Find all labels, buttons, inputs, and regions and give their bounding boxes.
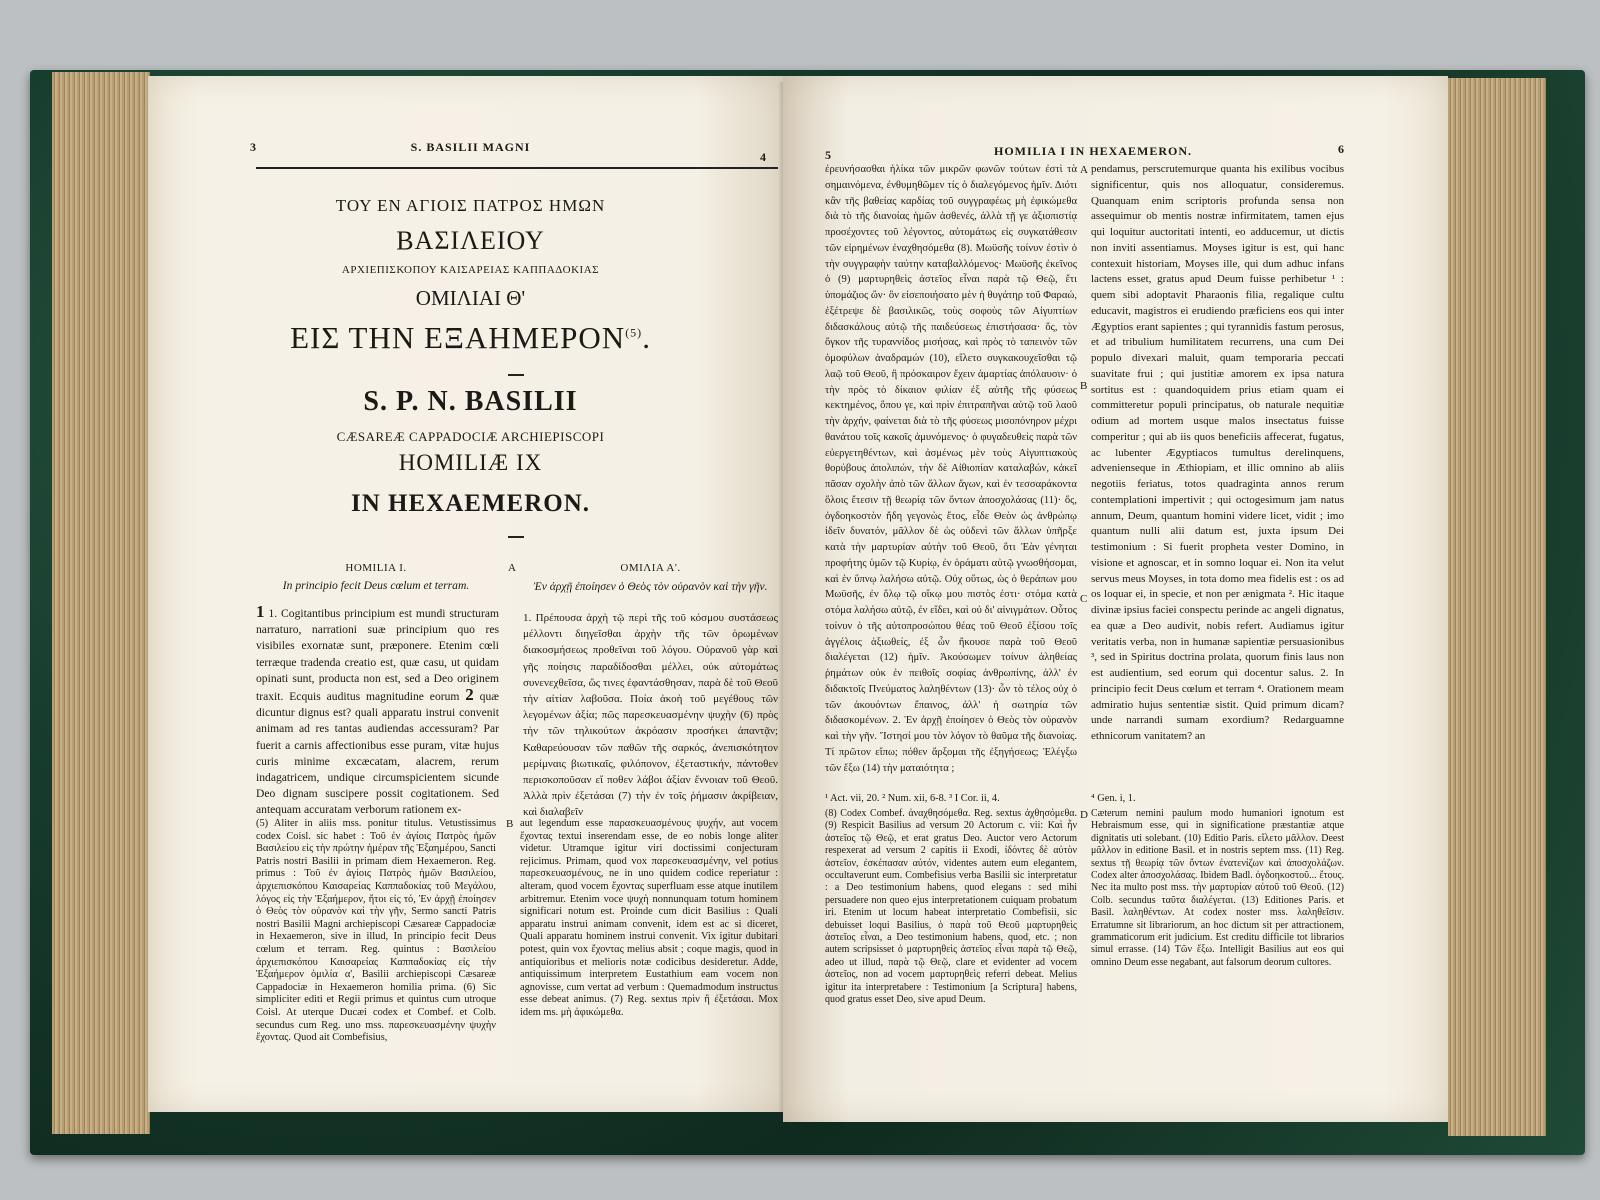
margin-letter-c-right: C bbox=[1080, 593, 1088, 605]
title-greek-see: ΑΡΧΙΕΠΙΣΚΟΠΟΥ ΚΑΙΣΑΡΕΙΑΣ ΚΑΠΠΑΔΟΚΙΑΣ bbox=[341, 264, 600, 276]
right-page bbox=[783, 76, 1448, 1122]
latin-col-incipit: In principio fecit Deus cœlum et terram. bbox=[282, 579, 470, 592]
right-latin-col bbox=[1091, 162, 1344, 745]
footnotes-right-page-right: Cæterum nemini paulum modo humaniori ignotum est Hebraismum esse, qui in significatione præstantiæ atque dignitatis uti solebant. (10) Editio Paris. εἵλετο μᾶλλον. Deest μᾶλλον in editione Basil. et in nostris septem mss. (11) Reg. sextus τῇ θεωρίᾳ τῶν ὄντων ἐνατενίζων καὶ ἀποσχολάζων. Codex alter ἀποσχολάσας. Ibidem Badl. ὀγδοηκοστοῦ... ἔτους. Nec ita multo post mss. τὴν μαρτυρίαν αὐτοῦ τοῦ Θεοῦ. (12) Colb. secundus ταῦτα διαλέγεται. (13) Editiones Paris. et Basil. λαληθέντων. At codex noster mss. λαληθεῖσιν. Erratumne sit librariorum, an hoc dictum sit per attractionem, grammaticorum erit judicium. Est creditu difficile tot librarios simul errasse. (14) Τῶν ἔξω. Intelligit Basilius aut eos qui omnino Deum esse negabant, aut falsorum deorum cultores. bbox=[1091, 808, 1344, 968]
greek-col-text: 1. Πρέπουσα ἀρχὴ τῷ περὶ τῆς τοῦ κόσμου συστάσεως μέλλοντι διηγεῖσθαι ἀρχὴν τῆς τῶν ὁρωμένων διακοσμήσεως προθεῖναι τοῦ λόγου. Οὐρανοῦ γὰρ καὶ γῆς ποίησις παραδίδοσθαι μέλλει, οὐκ αὐτομάτως συνενεχθεῖσα, ὥς τινες ἐφαντάσθησαν, παρὰ δὲ τοῦ Θεοῦ τὴν αἰτίαν λαβοῦσα. Ποία ἀκοὴ τοῦ μεγέθους τῶν λεγομένων ἀξία; πῶς παρεσκευασμένην ψυχὴν (6) πρὸς τὴν τῶν τηλικούτων ἀκρόασιν προσήκει ἀπαντᾷν; Καθαρεύουσαν τῶν παθῶν τῆς σαρκός, ἀνεπισκότητον μερίμναις βιωτικαῖς, φιλόπονον, ἐξεταστικήν, πάντοθεν περισκοποῦσαν εἴ ποθεν λάβοι ἀξίαν ἔννοιαν τοῦ Θεοῦ. Ἀλλὰ πρὶν ἐξετάσαι (7) τὴν ἐν τοῖς ῥήμασιν ἀκρίβειαν, καὶ διαλαβεῖν bbox=[523, 612, 778, 819]
greek-col-incipit: Ἐν ἀρχῇ ἐποίησεν ὁ Θεὸς τὸν οὐρανὸν καὶ τὴν γῆν. bbox=[533, 580, 768, 593]
right-latin-text-2: 2. In principio fecit Deus cœlum et terram ⁴. Orationem meam admiratio hujus sententiæ sistit. Quid primum dicam? unde narrandi sumam exordium? Redarguamne ethnicorum vanitatem? an bbox=[1091, 667, 1344, 742]
latin-col-heading: HOMILIA I. bbox=[345, 562, 407, 574]
page-number-right-2: 6 bbox=[1338, 142, 1345, 156]
title-latin-work: IN HEXAEMERON. bbox=[350, 490, 590, 517]
footnotes-right: aut legendum esse παρασκευασμένους ψυχήν, aut vocem ἔχοντας textui inserendam esse, de eo nobis longe aliter videtur. Utramque igitur viri doctissimi conjecturam rejicimus. Primam, quod vox παρεσκευασμένην, vel potius παρεσκευασμένους, ne in uno quidem codice reperiatur : alteram, quod vocem ἔχοντας superfluam esse atque inutilem arbitremur. Etenim voce ψυχὴ nonnunquam totum hominem significari notum est. Proinde cum dicit Basilius : Quali apparatu instrui animam convenit, idem est ac si diceret, Quali apparatu hominem instrui convenit. Vix igitur dubitari potest, quin vox ἔχοντας melius absit ; coque magis, quod in antiquioribus et melioris notæ codicibus desideretur. Adde, antiquissimum interpretem Eustathium eam vocem non agnovisse, cum vertat ad verbum : Quemadmodum instructus esse debeat animus. (7) Reg. sextus πρὶν ἢ ἐξετάσαι. Mox idem ms. μὴ ἀφικώμεθα. bbox=[520, 818, 778, 1018]
latin-col-text-2: quæ dicuntur dignus est? quali apparatu instrui convenit animam ad res tantas audiendas accessuram? Par fuerit a carnis affectionibus esse puram, vitæ hujus curis minime excæcatam, alacrem, rerum indagatricem, undique circumspicientem sicunde Deo dignam suscipere possit cogitationem. Sed antequam accuratam verborum rationem ex- bbox=[256, 690, 499, 817]
title-period: . bbox=[642, 320, 651, 355]
latin-col-text bbox=[256, 604, 499, 819]
section-number-2: 2 bbox=[465, 685, 474, 705]
running-head-left: S. BASILII MAGNI bbox=[410, 140, 531, 154]
title-greek-line1: ΤΟΥ ΕΝ ΑΓΙΟΙΣ ΠΑΤΡΟΣ ΗΜΩΝ bbox=[335, 196, 606, 215]
header-rule bbox=[256, 167, 778, 169]
left-page-edges bbox=[52, 72, 150, 1134]
margin-letter-d-right: D bbox=[1080, 809, 1088, 821]
title-greek-work bbox=[148, 320, 793, 356]
title-greek-name: ΒΑΣΙΛΕΙΟΥ bbox=[396, 226, 545, 255]
right-latin-text-1: pendamus, perscrutemurque quanta his exilibus vocibus significentur, quis nos alloquatur, consideremus. Quanquam enim scriptoris profunda sensa non assequimur ob mentis nostræ infirmitatem, tamen ejus qui loquitur auctoritati intenti, eo adducemur, ut dictis non inviti assentiamus. Moyses igitur is est, qui hanc contexuit historiam, Moyses ille, qui dum adhuc infans lactens esset, gratus apud Deum fuisse perhibetur ¹ : quem sibi adoptavit Pharaonis filia, regalique cultu educavit, magistros ei erudiendo præficiens eos qui inter Ægyptios erant sapientes ; qui tyrannidis fastum perosus, et ad tribulium humilitatem recurrens, una cum Dei populo divexari maluit, quam temporaria peccati suavitate frui ; qui justitiæ amorem ex ipsa natura sortitus est : quandoquidem prius etiam quam ei committeretur populi principatus, ob naturale nequitiæ odium ad mortem usque malos insectatus fuisse comperitur ; qui ab iis quos beneficiis affecerat, fugatus, ac lubenter Ægyptiacos tumultus derelinquens, advenienseque in Æthiopiam, et illic omnino ab aliis negotiis feriatus, totos quadraginta annos rerum contemplationi impertivit ; qui octogesimum jam natus annum, Deum, quantum homini videre licet, vidit ; imo quantum nulli alii datum est, juxta ipsum Dei testimonium : Si fuerit propheta vester Domino, in visione et agnoscar, et in somno loquar ei. Non ita velut servus meus Moyses, in tota domo mea fidelis est : os ad os loquar ei, in specie, et non per ænigmata ². Hic itaque divinæ ipsius faciei conspectu perinde ac angeli dignatus, ea quæ a Deo audivit, nobis refert. Audiamus igitur veritatis verba, non in humanæ sapientiæ persuasionibus ³, sed in Spiritus doctrina prolata, quorum finis laus non est audientium, sed eorum qui docentur salus. bbox=[1091, 163, 1344, 679]
footnotes-right-page-left: (8) Codex Combef. ἀναχθησόμεθα. Reg. sextus ἀχθησόμεθα. (9) Respicit Basilius ad versum 20 Actorum c. vii: Καὶ ἦν ἀστεῖος τῷ Θεῷ, et erat gratus Deo. Auctor vero Actorum respexerat ad versum 2 capitis ii Exodi, ἰδόντες δὲ αὐτὸν ἀστεῖον, ἐσκέπασαν αὐτόν, videntes autem eum elegantem, occultaverunt eum. Combefisius verba Basilii sic interpretatur : a Deo testimonium habens, quod elegans : sed mihi persuadere non queo ejus interpretationem cuiquam probatum iri. Etenim ut locum habeat interpretatio Combefisii, sic debuisset loqui Basilius, ὁ παρὰ τοῦ Θεοῦ μαρτυρηθεὶς ἀστεῖος εἶναι, a Deo testimonium habens, quod, etc. ; non autem scripsisset ὁ μαρτυρηθεὶς ἀστεῖος εἶναι παρὰ τῷ Θεῷ, adeo ut illud, παρὰ τῷ Θεῷ, clare et evidenter ad vocem ἀστεῖος, non ad vocem μαρτυρηθεὶς referri debeat. Melius igitur ita interpretabere : Testimonium [a Scriptura] habens, quod gratus esset Deo, sive apud Deum. bbox=[825, 808, 1077, 1006]
page-number-left: 3 bbox=[250, 140, 257, 154]
right-latin-footref: ⁴ Gen. i, 1. bbox=[1091, 793, 1136, 804]
left-page bbox=[148, 76, 793, 1112]
title-greek-work-text: ΕΙΣ ΤΗΝ ΕΞΑΗΜΕΡΟΝ bbox=[290, 320, 626, 355]
page-number-left-2: 4 bbox=[760, 150, 767, 164]
title-latin-see: CÆSAREÆ CAPPADOCIÆ ARCHIEPISCOPI bbox=[336, 429, 605, 444]
section-number-1: 1 bbox=[256, 602, 265, 621]
right-greek-text-2: 2. Ἐν ἀρχῇ ἐποίησεν ὁ Θεὸς τὸν οὐρανὸν καὶ τὴν γῆν. Ἵστησί μου τὸν λόγον τὸ θαῦμα τῆς διανοίας. Τί πρῶτον εἴπω; πόθεν ἄρξομαι τῆς ἐξηγήσεως; Ἐλέγξω τῶν ἔξω (14) τὴν ματαιότητα ; bbox=[825, 715, 1077, 774]
right-greek-col bbox=[825, 162, 1077, 776]
title-dash-2 bbox=[508, 536, 524, 538]
page-number-right: 5 bbox=[825, 148, 832, 162]
running-head-right: HOMILIA I IN HEXAEMERON. bbox=[993, 144, 1193, 158]
title-latin-name: S. P. N. BASILII bbox=[363, 386, 578, 417]
margin-letter-a: A bbox=[508, 562, 516, 574]
right-greek-footrefs: ¹ Act. vii, 20. ² Num. xii, 6-8. ³ I Cor. ii, 4. bbox=[825, 793, 1000, 804]
margin-letter-b-right: B bbox=[1080, 380, 1088, 392]
right-page-edges bbox=[1448, 78, 1546, 1136]
title-greek-note: (5) bbox=[625, 325, 643, 340]
footnotes-left: (5) Aliter in aliis mss. ponitur titulus. Vetustissimus codex Coisl. sic habet : Τοῦ ἐν ἁγίοις Πατρὸς ἡμῶν Βασιλείου εἰς τὴν πρώτην ἡμέραν τῆς Ἑξαημέρου, Sancti Patris nostri Basilii in primam diem Hexaemeron. Reg. primus : Τοῦ ἐν ἁγίοις Πατρὸς ἡμῶν Βασιλείου, ἀρχιεπισκόπου Καισαρείας Καππαδοκίας τοῦ Μεγάλου, λόγος εἰς τὴν Ἑξαήμερον, ἤτοι εἰς τό, Ἐν ἀρχῇ ἐποίησεν ὁ Θεὸς τὸν οὐρανὸν καὶ τὴν γῆν, Sermo sancti Patris nostri Basilii Magni archiepiscopi Cæsareæ Cappadociæ in Hexaemeron, sive in illud, In principio fecit Deus cœlum et terram. Reg. quintus : Βασιλείου ἀρχιεπισκόπου Καισαρείας Καππαδοκίας εἰς τὴν Ἑξαήμερον ὁμιλία α', Basilii archiepiscopi Cæsareæ Cappadociæ in Hexaemeron homilia prima. (6) Sic simpliciter editi et Regii primus et quintus cum utroque Coisl. At uterque Ducæi codex et Combef. et Colb. secundus cum Reg. uno mss. παρεσκευασμένην ψυχὴν ἔχοντας. Quod ait Combefisius, bbox=[256, 818, 496, 1044]
right-greek-text-1: ἐρευνήσασθαι ἡλίκα τῶν μικρῶν φωνῶν τούτων ἐστὶ τὰ σημαινόμενα, ἐνθυμηθῶμεν τίς ὁ διαλεγόμενος ἡμῖν. Διότι κἂν τῆς βαθείας καρδίας τοῦ συγγραφέως μὴ ἐφικώμεθα διὰ τὸ τῆς διανοίας ἡμῶν ἀσθενές, ἀλλὰ τῇ γε ἀξιοπιστίᾳ προσέχοντες τοῦ λέγοντος, αὐτομάτως εἰς συγκατάθεσιν τῶν εἰρημένων ἐναχθησόμεθα (8). Μωϋσῆς τοίνυν ἐστὶν ὁ τὴν συγγραφὴν ταύτην καταβαλλόμενος· Μωϋσῆς ἐκεῖνος ὁ (9) μαρτυρηθεὶς ἀστεῖος εἶναι παρὰ τῷ Θεῷ, ἔτι ὑπομάζιος ὤν· ὃν εἰσεποιήσατο μὲν ἡ θυγάτηρ τοῦ Φαραώ, ἐξέτρεψε δὲ βασιλικῶς, τοὺς σοφοὺς τῶν Αἰγυπτίων διδασκάλους αὐτῷ τῆς παιδεύσεως ἐπιστήσασα· ὅς, τὸν ὄγκον τῆς τυραννίδος μισήσας, καὶ πρὸς τὸ ταπεινὸν τῶν ὁμοφύλων ἀναδραμών (10), εἵλετο συγκακουχεῖσθαι τῷ λαῷ τοῦ Θεοῦ, ἢ πρόσκαιρον ἔχειν ἁμαρτίας ἀπόλαυσιν· ὁ τὴν πρὸς τὸ δίκαιον φιλίαν ἐξ αὐτῆς τῆς φύσεως κεκτημένος, ὅπου γε, καὶ πρὶν ἐπιτραπῆναι αὐτῷ τοῦ λαοῦ τὴν ἀρχήν, φαίνεται διὰ τὸ τῆς φύσεως μισοπόνηρον μέχρι θανάτου τοῖς κακοῖς ἀμυνόμενος· ὁ φυγαδευθεὶς παρὰ τῶν εὐεργετηθέντων, καὶ ἀσμένως μὲν τοὺς Αἰγυπτιακοὺς θορύβους ἀπολιπών, τὴν δὲ Αἰθιοπίαν καταλαβών, κἀκεῖ πᾶσαν σχολὴν ἀπὸ τῶν ἄλλων ἄγων, καὶ ἐν τεσσαράκοντα ὅλοις ἔτεσιν τῇ θεωρίᾳ τῶν ὄντων ἀποσχολάσας (11)· ὅς, ὀγδοηκοστὸν ἤδη γεγονὼς ἔτος, εἶδε Θεὸν ὡς ἀνθρώπῳ ἰδεῖν δυνατόν, μᾶλλον δὲ ὡς οὐδενὶ τῶν ἄλλων ὑπῆρξε κατὰ τὴν μαρτυρίαν αὐτὴν τοῦ Θεοῦ, ὅτι Ἐὰν γένηται προφήτης ὑμῶν τῷ Κυρίῳ, ἐν ὁράματι αὐτῷ γνωσθήσομαι, καὶ ἐν ὕπνῳ λαλήσω αὐτῷ. Οὐχ οὕτως, ὡς ὁ θεράπων μου Μωϋσῆς, ἐν ὅλῳ τῷ οἴκῳ μου πιστὸς ἐστι· στόμα κατὰ στόμα λαλήσω αὐτῷ, ἐν εἴδει, καὶ οὐ δι' αἰνιγμάτων. Οὗτος τοίνυν ὁ τῆς αὐτοπροσώπου θέας τοῦ Θεοῦ ἐξίσου τοῖς ἀγγέλοις ἀξιωθείς, ἐξ ὧν ἤκουσε παρὰ τοῦ Θεοῦ διαλέγεται (12) ἡμῖν. Ἀκούσωμεν τοίνυν ἀληθείας ῥημάτων οὐκ ἐν πειθοῖς σοφίας ἀνθρωπίνης, ἀλλ' ἐν διδακτοῖς Πνεύματος λαληθέντων (13)· ὧν τὸ τέλος οὐχ ὁ τῶν ἀκουόντων ἔπαινος, ἀλλ' ἡ σωτηρία τῶν διδασκομένων. bbox=[825, 164, 1077, 727]
title-latin-homilies: HOMILIÆ IX bbox=[398, 450, 543, 475]
greek-col-heading: ΟΜΙΛΙΑ Α'. bbox=[620, 562, 681, 574]
margin-letter-a-right: A bbox=[1080, 164, 1088, 176]
margin-letter-b: B bbox=[506, 818, 514, 830]
title-greek-homilies: ΟΜΙΛΙΑΙ Θ' bbox=[415, 286, 526, 310]
latin-col-text-1: 1. Cogitantibus principium est mundi structuram narraturo, narrationi suæ principium quo res visibiles exornatæ sunt, præponere. Etenim cœli terræque tradenda creatio est, quæ casu, ut quidam opinati sunt, producta non est, sed a Deo originem traxit. Ecquis auditus magnitudine eorum bbox=[256, 607, 499, 704]
title-dash-1 bbox=[508, 374, 524, 376]
